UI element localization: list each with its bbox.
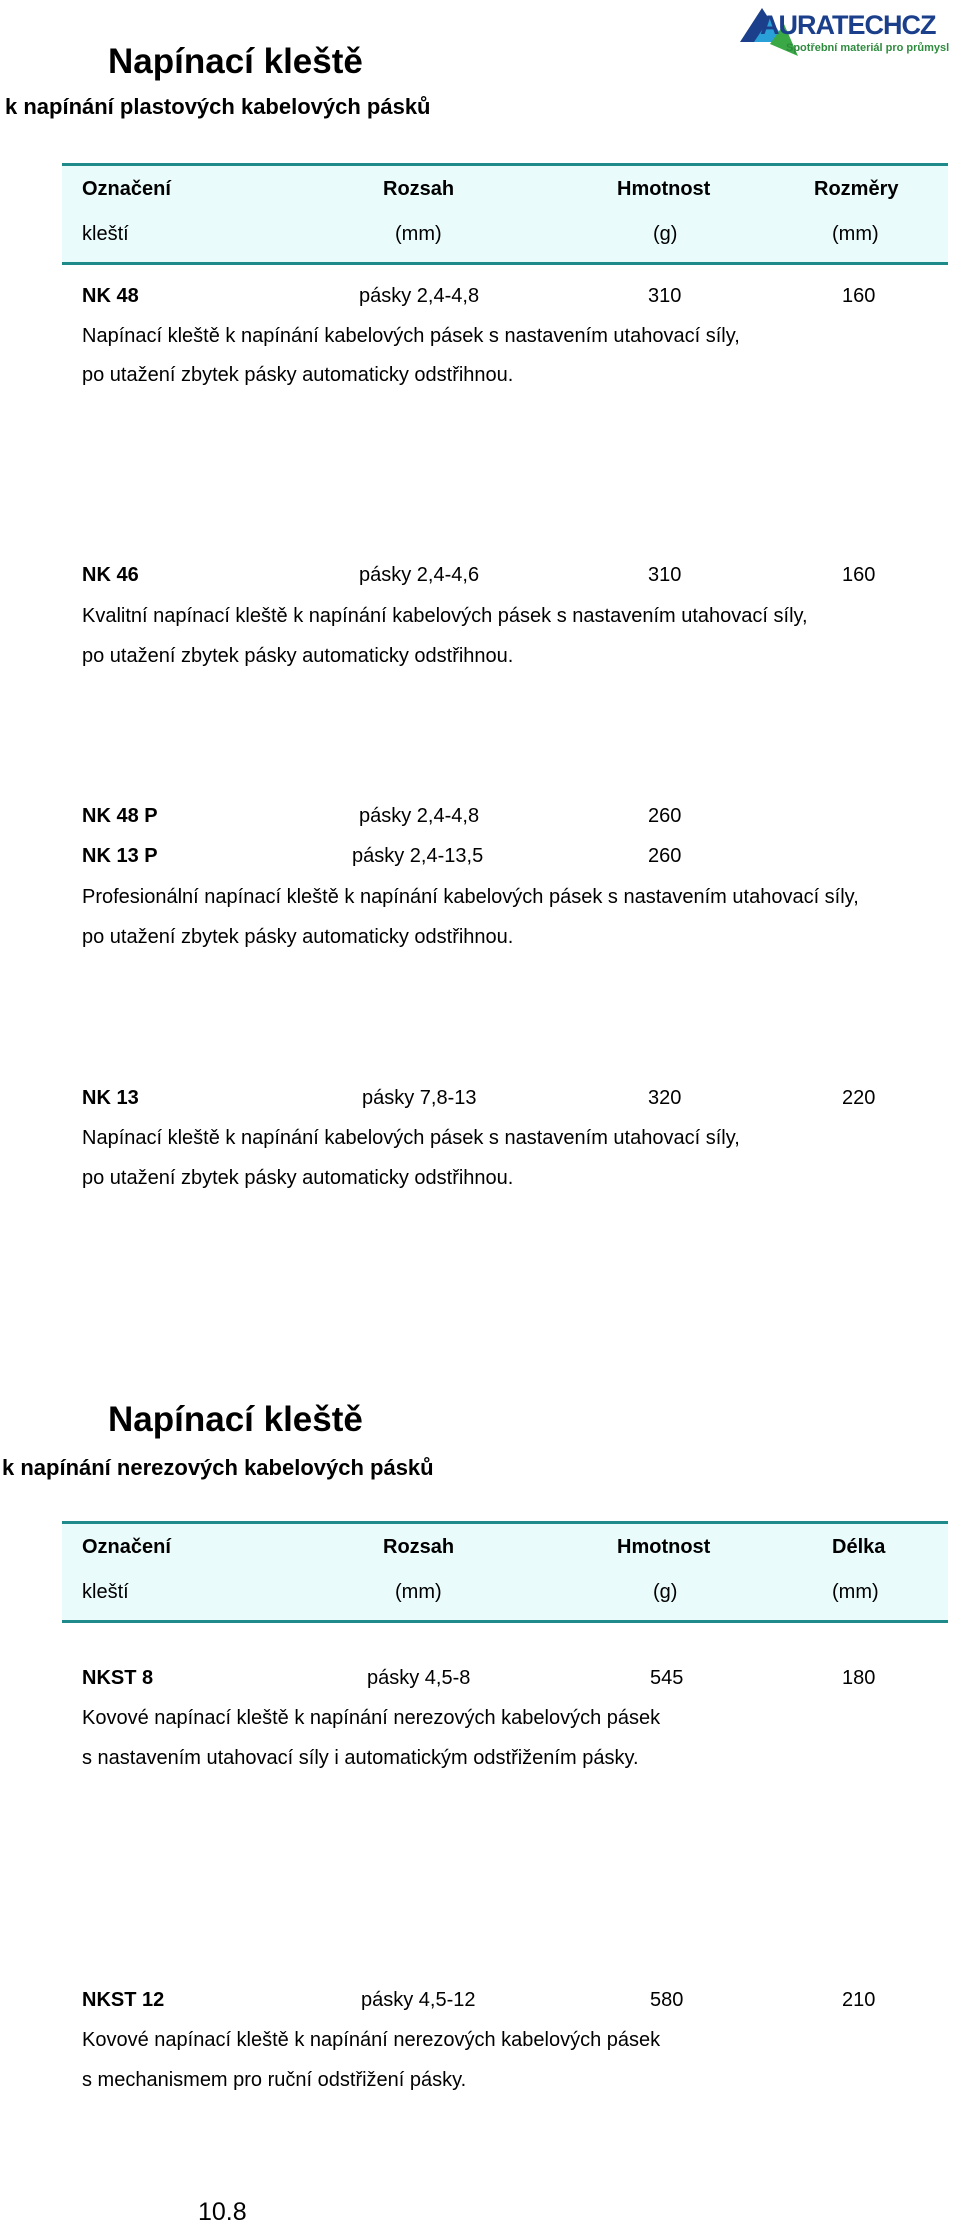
header-col-code-sub: kleští [82,1581,129,1603]
product-range: pásky 7,8-13 [362,1087,477,1109]
header-col-weight: Hmotnost [617,1536,711,1558]
header-col-range: Rozsah [383,178,455,200]
product-range: pásky 4,5-8 [367,1667,471,1689]
section2-subtitle: k napínání nerezových kabelových pásků [2,1455,434,1480]
product-description: Kovové napínací kleště k napínání nerezových kabelových pásek [82,2029,661,2051]
product-range: pásky 4,5-12 [361,1989,476,2011]
product-weight: 545 [650,1667,684,1689]
header-col-length-sub: (mm) [832,1581,879,1603]
product-range: pásky 2,4-4,6 [359,564,480,586]
section1-subtitle: k napínání plastových kabelových pásků [5,94,431,119]
product-description: Profesionální napínací kleště k napínání kabelových pásek s nastavením utahovací síly, [82,886,859,908]
header-col-size-sub: (mm) [832,223,879,245]
product-weight: 260 [648,845,682,867]
product-description: po utažení zbytek pásky automaticky odstřihnou. [82,364,514,386]
product-code: NK 48 P [82,805,158,827]
product-weight: 260 [648,805,682,827]
product-weight: 310 [648,285,682,307]
header-col-code-sub: kleští [82,223,129,245]
product-range: pásky 2,4-13,5 [352,845,484,867]
product-size: 160 [842,564,876,586]
product-weight: 320 [648,1087,682,1109]
product-weight: 580 [650,1989,684,2011]
product-description: po utažení zbytek pásky automaticky odstřihnou. [82,926,514,948]
product-description: Napínací kleště k napínání kabelových pásek s nastavením utahovací síly, [82,325,740,347]
section1-table-header [62,163,948,265]
product-size: 210 [842,1989,876,2011]
section2-title: Napínací kleště [108,1400,363,1439]
product-description: Kvalitní napínací kleště k napínání kabelových pásek s nastavením utahovací síly, [82,605,808,627]
section1-title: Napínací kleště [108,42,363,81]
header-col-range-sub: (mm) [395,1581,442,1603]
product-range: pásky 2,4-4,8 [359,805,480,827]
header-col-length: Délka [832,1536,886,1558]
product-code: NKST 12 [82,1989,165,2011]
page-number: 10.8 [198,2198,247,2226]
product-code: NK 46 [82,564,139,586]
header-col-weight-sub: (g) [653,1581,678,1603]
logo-wordmark: AURATECHCZ [760,10,936,40]
product-description: Kovové napínací kleště k napínání nerezových kabelových pásek [82,1707,661,1729]
header-col-weight-sub: (g) [653,223,678,245]
header-col-code: Označení [82,1536,171,1558]
header-col-size: Rozměry [814,178,899,200]
product-description: s mechanismem pro ruční odstřižení pásky. [82,2069,467,2091]
product-size: 180 [842,1667,876,1689]
logo-tagline: Spotřební materiál pro průmysl [786,42,950,54]
header-col-code: Označení [82,178,171,200]
header-col-weight: Hmotnost [617,178,711,200]
header-col-range: Rozsah [383,1536,455,1558]
product-size: 160 [842,285,876,307]
header-col-range-sub: (mm) [395,223,442,245]
product-description: po utažení zbytek pásky automaticky odstřihnou. [82,645,514,667]
product-weight: 310 [648,564,682,586]
section2-table-header [62,1521,948,1623]
product-code: NK 48 [82,285,139,307]
product-description: po utažení zbytek pásky automaticky odstřihnou. [82,1167,514,1189]
product-code: NKST 8 [82,1667,154,1689]
product-description: Napínací kleště k napínání kabelových pásek s nastavením utahovací síly, [82,1127,740,1149]
product-range: pásky 2,4-4,8 [359,285,480,307]
product-code: NK 13 [82,1087,139,1109]
product-description: s nastavením utahovací síly i automatickým odstřižením pásky. [82,1747,639,1769]
product-size: 220 [842,1087,876,1109]
product-code: NK 13 P [82,845,158,867]
